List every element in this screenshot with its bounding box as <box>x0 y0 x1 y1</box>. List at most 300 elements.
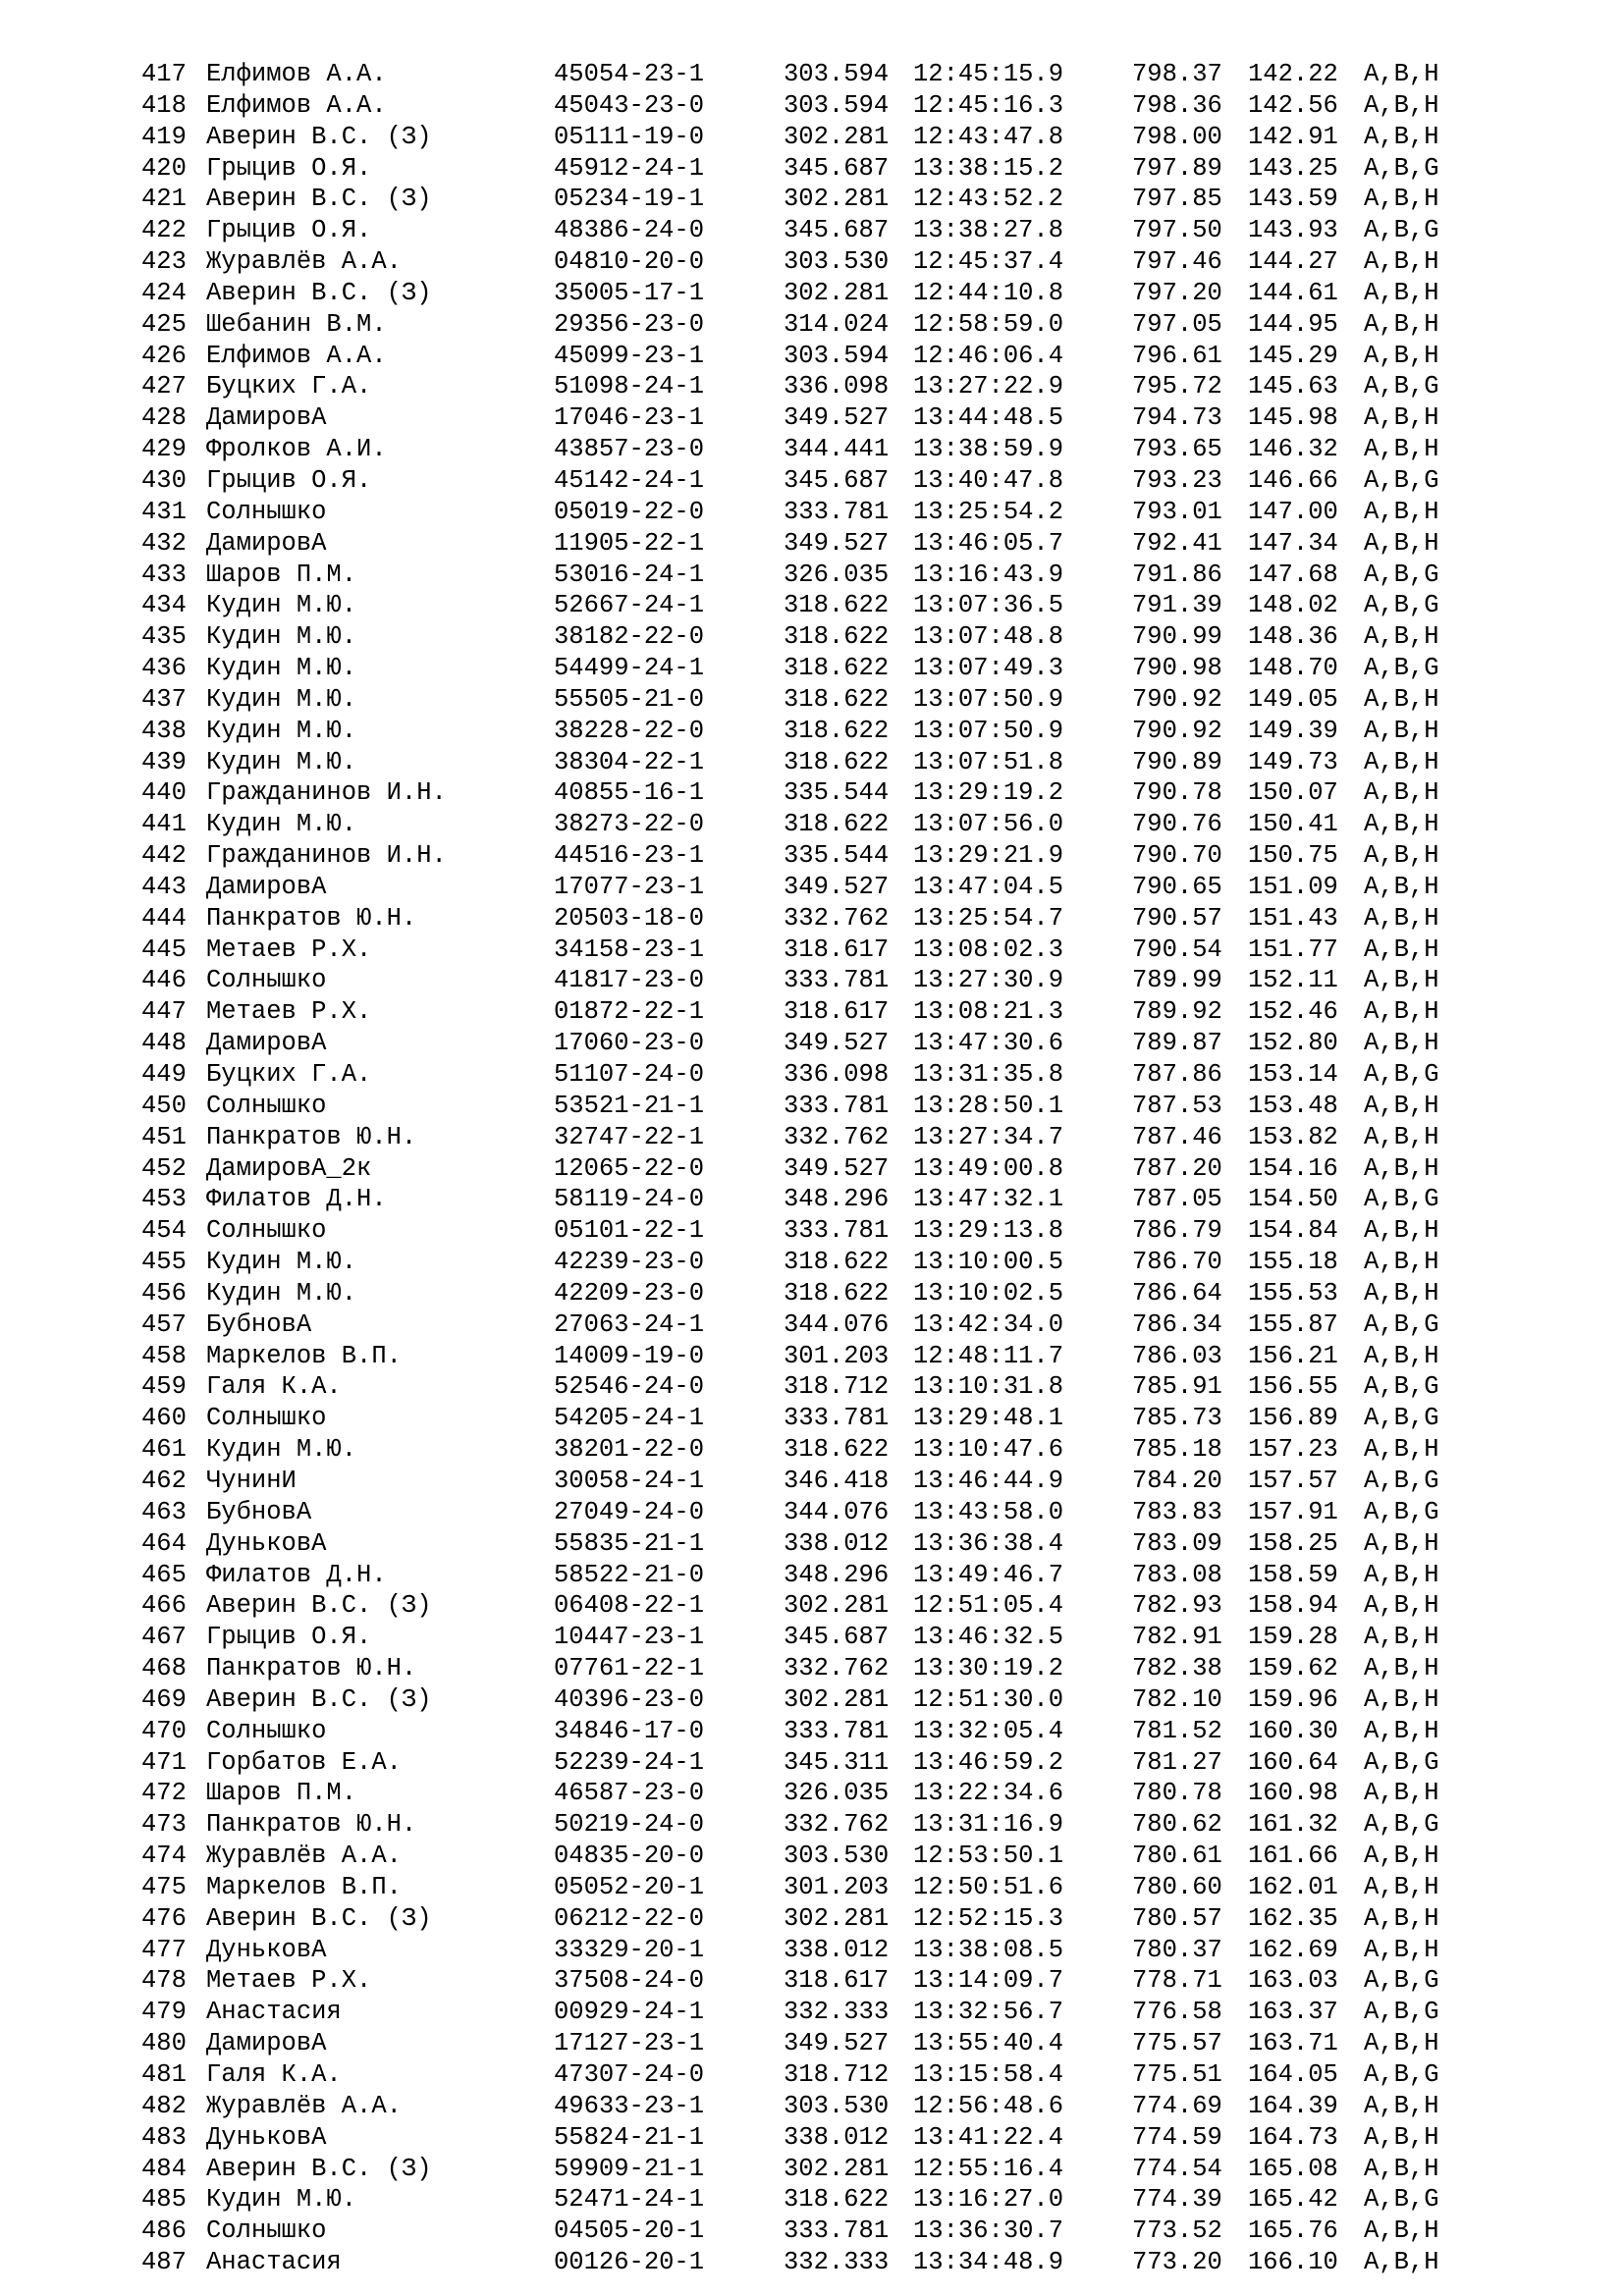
distance: 332.762 <box>784 1654 890 1683</box>
place-number: 485 <box>141 2185 187 2215</box>
coefficient: 151.77 <box>1248 934 1338 964</box>
ring-number: 04505-20-1 <box>554 2216 705 2246</box>
group-codes: A,B,H <box>1364 278 1439 307</box>
coefficient: 150.41 <box>1248 810 1338 839</box>
speed: 798.37 <box>1132 60 1222 88</box>
fancier-name: Грыцив О.Я. <box>206 153 372 183</box>
ring-number: 48386-24-0 <box>554 216 705 245</box>
place-number: 461 <box>141 1435 187 1465</box>
group-codes: A,B,G <box>1364 1404 1439 1433</box>
group-codes: A,B,H <box>1364 122 1439 151</box>
coefficient: 164.05 <box>1248 2060 1338 2089</box>
ring-number: 41817-23-0 <box>554 966 705 995</box>
coefficient: 165.76 <box>1248 2216 1338 2246</box>
coefficient: 162.01 <box>1248 1872 1338 1901</box>
ring-number: 27049-24-0 <box>554 1497 705 1526</box>
coefficient: 164.73 <box>1248 2122 1338 2152</box>
fancier-name: Журавлёв А.А. <box>206 1842 402 1871</box>
group-codes: A,B,H <box>1364 1248 1439 1277</box>
place-number: 456 <box>141 1278 187 1308</box>
group-codes: A,B,H <box>1364 1842 1439 1871</box>
group-codes: A,B,H <box>1364 1278 1439 1308</box>
group-codes: A,B,H <box>1364 1029 1439 1058</box>
arrival-time: 13:07:56.0 <box>913 810 1064 839</box>
distance: 318.622 <box>784 622 890 652</box>
fancier-name: Аверин В.С. (З) <box>206 2154 432 2183</box>
arrival-time: 13:10:47.6 <box>913 1435 1064 1465</box>
place-number: 422 <box>141 216 187 245</box>
speed: 787.05 <box>1132 1185 1222 1214</box>
ring-number: 04835-20-0 <box>554 1842 705 1871</box>
ring-number: 17127-23-1 <box>554 2029 705 2058</box>
group-codes: A,B,H <box>1364 2248 1439 2277</box>
place-number: 480 <box>141 2029 187 2058</box>
place-number: 445 <box>141 934 187 964</box>
arrival-time: 13:07:48.8 <box>913 622 1064 652</box>
group-codes: A,B,H <box>1364 716 1439 745</box>
place-number: 450 <box>141 1091 187 1120</box>
group-codes: A,B,G <box>1364 1466 1439 1495</box>
fancier-name: Аверин В.С. (З) <box>206 1591 432 1621</box>
ring-number: 34158-23-1 <box>554 934 705 964</box>
place-number: 419 <box>141 122 187 151</box>
coefficient: 159.28 <box>1248 1623 1338 1652</box>
group-codes: A,B,H <box>1364 872 1439 901</box>
ring-number: 51098-24-1 <box>554 372 705 401</box>
speed: 784.20 <box>1132 1466 1222 1495</box>
speed: 797.85 <box>1132 185 1222 214</box>
arrival-time: 13:07:36.5 <box>913 591 1064 620</box>
ring-number: 40855-16-1 <box>554 778 705 808</box>
distance: 318.622 <box>784 654 890 683</box>
distance: 349.527 <box>784 2029 890 2058</box>
arrival-time: 13:10:31.8 <box>913 1372 1064 1402</box>
ring-number: 50219-24-0 <box>554 1810 705 1840</box>
speed: 789.99 <box>1132 966 1222 995</box>
group-codes: A,B,H <box>1364 1216 1439 1246</box>
coefficient: 147.00 <box>1248 497 1338 526</box>
distance: 333.781 <box>784 1216 890 1246</box>
coefficient: 145.29 <box>1248 341 1338 370</box>
ring-number: 45099-23-1 <box>554 341 705 370</box>
arrival-time: 13:47:30.6 <box>913 1029 1064 1058</box>
place-number: 417 <box>141 60 187 88</box>
fancier-name: Кудин М.Ю. <box>206 1435 357 1465</box>
distance: 333.781 <box>784 1404 890 1433</box>
speed: 782.10 <box>1132 1684 1222 1714</box>
speed: 783.09 <box>1132 1528 1222 1558</box>
place-number: 451 <box>141 1122 187 1151</box>
distance: 302.281 <box>784 1591 890 1621</box>
ring-number: 05019-22-0 <box>554 497 705 526</box>
fancier-name: Солнышко <box>206 497 327 526</box>
place-number: 427 <box>141 372 187 401</box>
coefficient: 149.05 <box>1248 684 1338 714</box>
group-codes: A,B,H <box>1364 1153 1439 1183</box>
distance: 302.281 <box>784 1684 890 1714</box>
place-number: 429 <box>141 435 187 464</box>
place-number: 442 <box>141 841 187 871</box>
speed: 790.78 <box>1132 778 1222 808</box>
fancier-name: Панкратов Ю.Н. <box>206 903 417 933</box>
fancier-name: ДуньковА <box>206 2122 327 2152</box>
coefficient: 149.39 <box>1248 716 1338 745</box>
ring-number: 55505-21-0 <box>554 684 705 714</box>
speed: 785.73 <box>1132 1404 1222 1433</box>
group-codes: A,B,H <box>1364 1654 1439 1683</box>
distance: 303.530 <box>784 247 890 277</box>
ring-number: 52667-24-1 <box>554 591 705 620</box>
ring-number: 11905-22-1 <box>554 528 705 558</box>
group-codes: A,B,H <box>1364 2029 1439 2058</box>
group-codes: A,B,H <box>1364 684 1439 714</box>
place-number: 447 <box>141 997 187 1027</box>
distance: 332.333 <box>784 2248 890 2277</box>
place-number: 462 <box>141 1466 187 1495</box>
speed: 797.50 <box>1132 216 1222 245</box>
distance: 349.527 <box>784 1029 890 1058</box>
group-codes: A,B,H <box>1364 997 1439 1027</box>
place-number: 446 <box>141 966 187 995</box>
arrival-time: 12:45:16.3 <box>913 90 1064 120</box>
distance: 333.781 <box>784 1716 890 1745</box>
speed: 787.46 <box>1132 1122 1222 1151</box>
arrival-time: 12:51:30.0 <box>913 1684 1064 1714</box>
speed: 790.70 <box>1132 841 1222 871</box>
speed: 774.59 <box>1132 2122 1222 2152</box>
group-codes: A,B,H <box>1364 1903 1439 1933</box>
ring-number: 29356-23-0 <box>554 309 705 339</box>
speed: 780.62 <box>1132 1810 1222 1840</box>
place-number: 472 <box>141 1779 187 1808</box>
coefficient: 165.08 <box>1248 2154 1338 2183</box>
ring-number: 10447-23-1 <box>554 1623 705 1652</box>
speed: 789.92 <box>1132 997 1222 1027</box>
speed: 775.51 <box>1132 2060 1222 2089</box>
place-number: 486 <box>141 2216 187 2246</box>
distance: 349.527 <box>784 528 890 558</box>
ring-number: 35005-17-1 <box>554 278 705 307</box>
speed: 797.05 <box>1132 309 1222 339</box>
group-codes: A,B,H <box>1364 341 1439 370</box>
speed: 775.57 <box>1132 2029 1222 2058</box>
ring-number: 45054-23-1 <box>554 60 705 88</box>
arrival-time: 12:50:51.6 <box>913 1872 1064 1901</box>
coefficient: 165.42 <box>1248 2185 1338 2215</box>
fancier-name: Солнышко <box>206 966 327 995</box>
arrival-time: 12:45:37.4 <box>913 247 1064 277</box>
place-number: 482 <box>141 2091 187 2120</box>
distance: 333.781 <box>784 2216 890 2246</box>
ring-number: 38273-22-0 <box>554 810 705 839</box>
ring-number: 40396-23-0 <box>554 1684 705 1714</box>
place-number: 431 <box>141 497 187 526</box>
ring-number: 43857-23-0 <box>554 435 705 464</box>
fancier-name: Елфимов А.А. <box>206 60 387 88</box>
fancier-name: Кудин М.Ю. <box>206 654 357 683</box>
arrival-time: 13:42:34.0 <box>913 1309 1064 1339</box>
coefficient: 145.63 <box>1248 372 1338 401</box>
place-number: 440 <box>141 778 187 808</box>
arrival-time: 12:43:52.2 <box>913 185 1064 214</box>
arrival-time: 13:07:50.9 <box>913 684 1064 714</box>
speed: 797.20 <box>1132 278 1222 307</box>
ring-number: 38228-22-0 <box>554 716 705 745</box>
fancier-name: Грыцив О.Я. <box>206 465 372 495</box>
speed: 797.89 <box>1132 153 1222 183</box>
place-number: 424 <box>141 278 187 307</box>
place-number: 436 <box>141 654 187 683</box>
group-codes: A,B,H <box>1364 1684 1439 1714</box>
fancier-name: Аверин В.С. (З) <box>206 1903 432 1933</box>
speed: 786.34 <box>1132 1309 1222 1339</box>
distance: 301.203 <box>784 1872 890 1901</box>
coefficient: 152.80 <box>1248 1029 1338 1058</box>
place-number: 466 <box>141 1591 187 1621</box>
place-number: 471 <box>141 1747 187 1777</box>
place-number: 438 <box>141 716 187 745</box>
coefficient: 152.11 <box>1248 966 1338 995</box>
ring-number: 42239-23-0 <box>554 1248 705 1277</box>
group-codes: A,B,G <box>1364 2060 1439 2089</box>
distance: 333.781 <box>784 1091 890 1120</box>
ring-number: 27063-24-1 <box>554 1309 705 1339</box>
speed: 787.20 <box>1132 1153 1222 1183</box>
fancier-name: Кудин М.Ю. <box>206 1248 357 1277</box>
arrival-time: 13:38:59.9 <box>913 435 1064 464</box>
fancier-name: Галя К.А. <box>206 1372 342 1402</box>
coefficient: 160.64 <box>1248 1747 1338 1777</box>
ring-number: 46587-23-0 <box>554 1779 705 1808</box>
arrival-time: 13:49:46.7 <box>913 1560 1064 1589</box>
arrival-time: 13:16:43.9 <box>913 560 1064 589</box>
speed: 774.54 <box>1132 2154 1222 2183</box>
distance: 318.617 <box>784 934 890 964</box>
arrival-time: 13:22:34.6 <box>913 1779 1064 1808</box>
fancier-name: Маркелов В.П. <box>206 1341 402 1370</box>
group-codes: A,B,H <box>1364 1122 1439 1151</box>
distance: 303.594 <box>784 341 890 370</box>
speed: 782.91 <box>1132 1623 1222 1652</box>
arrival-time: 13:30:19.2 <box>913 1654 1064 1683</box>
distance: 302.281 <box>784 1903 890 1933</box>
place-number: 454 <box>141 1216 187 1246</box>
group-codes: A,B,G <box>1364 153 1439 183</box>
speed: 786.64 <box>1132 1278 1222 1308</box>
group-codes: A,B,H <box>1364 2091 1439 2120</box>
arrival-time: 13:47:32.1 <box>913 1185 1064 1214</box>
fancier-name: Кудин М.Ю. <box>206 1278 357 1308</box>
distance: 302.281 <box>784 2154 890 2183</box>
distance: 303.594 <box>784 60 890 88</box>
speed: 791.39 <box>1132 591 1222 620</box>
coefficient: 149.73 <box>1248 747 1338 776</box>
coefficient: 155.53 <box>1248 1278 1338 1308</box>
fancier-name: ЧунинИ <box>206 1466 297 1495</box>
distance: 338.012 <box>784 1935 890 1964</box>
group-codes: A,B,H <box>1364 90 1439 120</box>
speed: 774.39 <box>1132 2185 1222 2215</box>
place-number: 437 <box>141 684 187 714</box>
distance: 336.098 <box>784 1060 890 1089</box>
distance: 318.617 <box>784 1966 890 1996</box>
ring-number: 17060-23-0 <box>554 1029 705 1058</box>
ring-number: 54499-24-1 <box>554 654 705 683</box>
distance: 302.281 <box>784 185 890 214</box>
group-codes: A,B,H <box>1364 1872 1439 1901</box>
speed: 793.01 <box>1132 497 1222 526</box>
coefficient: 143.59 <box>1248 185 1338 214</box>
speed: 790.89 <box>1132 747 1222 776</box>
distance: 303.530 <box>784 1842 890 1871</box>
group-codes: A,B,G <box>1364 591 1439 620</box>
coefficient: 162.35 <box>1248 1903 1338 1933</box>
arrival-time: 13:47:04.5 <box>913 872 1064 901</box>
group-codes: A,B,G <box>1364 1060 1439 1089</box>
place-number: 449 <box>141 1060 187 1089</box>
fancier-name: Метаев Р.Х. <box>206 997 372 1027</box>
group-codes: A,B,H <box>1364 1560 1439 1589</box>
group-codes: A,B,H <box>1364 2154 1439 2183</box>
ring-number: 00929-24-1 <box>554 1998 705 2027</box>
coefficient: 153.14 <box>1248 1060 1338 1089</box>
speed: 790.92 <box>1132 684 1222 714</box>
distance: 348.296 <box>784 1560 890 1589</box>
coefficient: 159.96 <box>1248 1684 1338 1714</box>
ring-number: 42209-23-0 <box>554 1278 705 1308</box>
fancier-name: Метаев Р.Х. <box>206 1966 372 1996</box>
group-codes: A,B,H <box>1364 1435 1439 1465</box>
arrival-time: 13:27:34.7 <box>913 1122 1064 1151</box>
distance: 314.024 <box>784 309 890 339</box>
group-codes: A,B,G <box>1364 560 1439 589</box>
speed: 796.61 <box>1132 341 1222 370</box>
coefficient: 145.98 <box>1248 403 1338 433</box>
group-codes: A,B,H <box>1364 966 1439 995</box>
coefficient: 144.95 <box>1248 309 1338 339</box>
group-codes: A,B,H <box>1364 934 1439 964</box>
group-codes: A,B,H <box>1364 435 1439 464</box>
place-number: 469 <box>141 1684 187 1714</box>
fancier-name: Маркелов В.П. <box>206 1872 402 1901</box>
place-number: 468 <box>141 1654 187 1683</box>
speed: 781.27 <box>1132 1747 1222 1777</box>
place-number: 426 <box>141 341 187 370</box>
distance: 338.012 <box>784 1528 890 1558</box>
coefficient: 153.48 <box>1248 1091 1338 1120</box>
group-codes: A,B,H <box>1364 247 1439 277</box>
coefficient: 164.39 <box>1248 2091 1338 2120</box>
place-number: 444 <box>141 903 187 933</box>
coefficient: 144.27 <box>1248 247 1338 277</box>
fancier-name: Кудин М.Ю. <box>206 2185 357 2215</box>
fancier-name: Анастасия <box>206 1998 342 2027</box>
place-number: 478 <box>141 1966 187 1996</box>
coefficient: 147.68 <box>1248 560 1338 589</box>
distance: 332.333 <box>784 1998 890 2027</box>
distance: 345.687 <box>784 216 890 245</box>
group-codes: A,B,H <box>1364 1091 1439 1120</box>
speed: 794.73 <box>1132 403 1222 433</box>
arrival-time: 12:52:15.3 <box>913 1903 1064 1933</box>
arrival-time: 13:55:40.4 <box>913 2029 1064 2058</box>
coefficient: 154.84 <box>1248 1216 1338 1246</box>
fancier-name: Елфимов А.А. <box>206 341 387 370</box>
fancier-name: Буцких Г.А. <box>206 372 372 401</box>
distance: 318.622 <box>784 684 890 714</box>
coefficient: 146.66 <box>1248 465 1338 495</box>
distance: 349.527 <box>784 872 890 901</box>
ring-number: 54205-24-1 <box>554 1404 705 1433</box>
place-number: 418 <box>141 90 187 120</box>
speed: 780.78 <box>1132 1779 1222 1808</box>
place-number: 463 <box>141 1497 187 1526</box>
place-number: 432 <box>141 528 187 558</box>
ring-number: 52546-24-0 <box>554 1372 705 1402</box>
fancier-name: ДамировА <box>206 2029 327 2058</box>
speed: 774.69 <box>1132 2091 1222 2120</box>
fancier-name: Аверин В.С. (З) <box>206 1684 432 1714</box>
place-number: 423 <box>141 247 187 277</box>
coefficient: 161.66 <box>1248 1842 1338 1871</box>
fancier-name: Шаров П.М. <box>206 1779 357 1808</box>
speed: 789.87 <box>1132 1029 1222 1058</box>
ring-number: 00126-20-1 <box>554 2248 705 2277</box>
distance: 344.076 <box>784 1309 890 1339</box>
distance: 332.762 <box>784 903 890 933</box>
speed: 787.53 <box>1132 1091 1222 1120</box>
ring-number: 05111-19-0 <box>554 122 705 151</box>
fancier-name: Кудин М.Ю. <box>206 810 357 839</box>
group-codes: A,B,G <box>1364 2185 1439 2215</box>
fancier-name: Аверин В.С. (З) <box>206 185 432 214</box>
fancier-name: Кудин М.Ю. <box>206 684 357 714</box>
fancier-name: Шаров П.М. <box>206 560 357 589</box>
speed: 780.57 <box>1132 1903 1222 1933</box>
coefficient: 143.25 <box>1248 153 1338 183</box>
speed: 785.18 <box>1132 1435 1222 1465</box>
speed: 797.46 <box>1132 247 1222 277</box>
coefficient: 142.91 <box>1248 122 1338 151</box>
coefficient: 162.69 <box>1248 1935 1338 1964</box>
fancier-name: Солнышко <box>206 1216 327 1246</box>
group-codes: A,B,H <box>1364 497 1439 526</box>
place-number: 420 <box>141 153 187 183</box>
group-codes: A,B,H <box>1364 810 1439 839</box>
coefficient: 155.18 <box>1248 1248 1338 1277</box>
coefficient: 143.93 <box>1248 216 1338 245</box>
group-codes: A,B,H <box>1364 403 1439 433</box>
coefficient: 142.56 <box>1248 90 1338 120</box>
distance: 326.035 <box>784 560 890 589</box>
speed: 790.65 <box>1132 872 1222 901</box>
coefficient: 161.32 <box>1248 1810 1338 1840</box>
coefficient: 148.02 <box>1248 591 1338 620</box>
arrival-time: 13:34:48.9 <box>913 2248 1064 2277</box>
group-codes: A,B,G <box>1364 465 1439 495</box>
distance: 348.296 <box>784 1185 890 1214</box>
speed: 795.72 <box>1132 372 1222 401</box>
arrival-time: 13:15:58.4 <box>913 2060 1064 2089</box>
place-number: 448 <box>141 1029 187 1058</box>
distance: 345.311 <box>784 1747 890 1777</box>
group-codes: A,B,G <box>1364 1185 1439 1214</box>
ring-number: 06212-22-0 <box>554 1903 705 1933</box>
place-number: 467 <box>141 1623 187 1652</box>
place-number: 474 <box>141 1842 187 1871</box>
arrival-time: 13:10:02.5 <box>913 1278 1064 1308</box>
place-number: 453 <box>141 1185 187 1214</box>
